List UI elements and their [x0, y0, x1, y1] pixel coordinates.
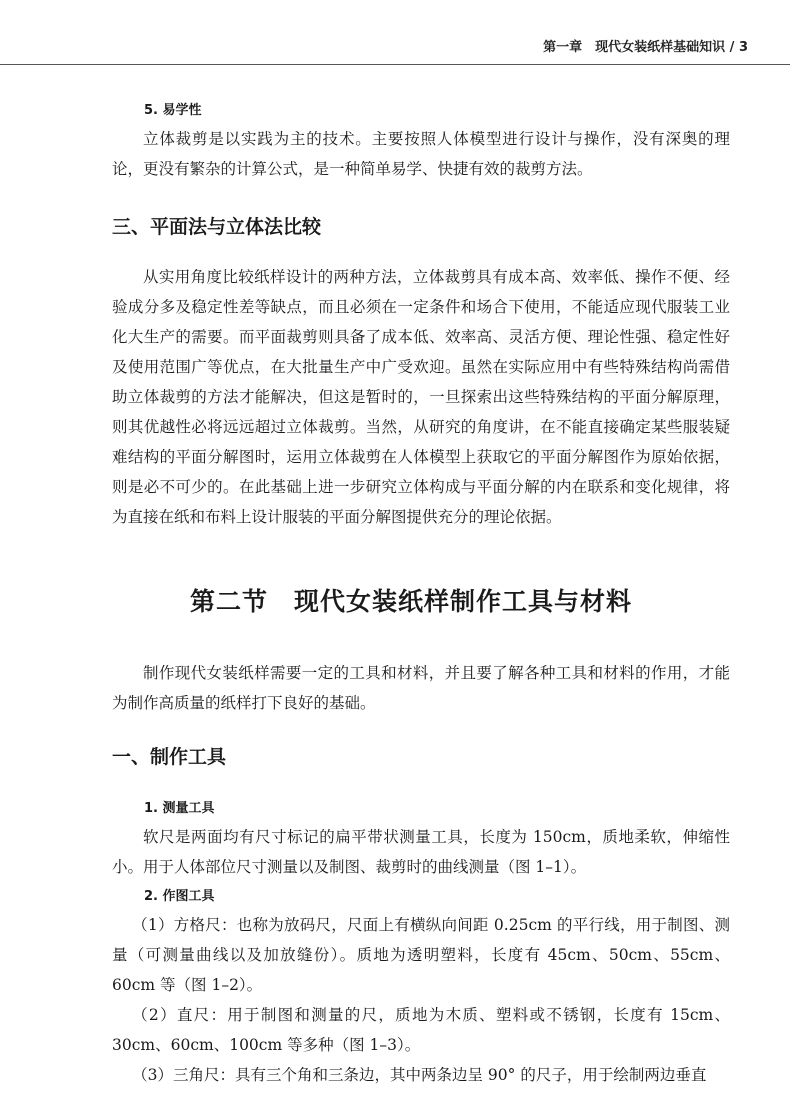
paragraph-measuring-tools: 软尺是两面均有尺寸标记的扁平带状测量工具，长度为 150cm，质地柔软，伸缩性小。用于人体部位尺寸测量以及制图、裁剪时的曲线测量（图 1–1）。 — [112, 828, 730, 876]
page-content — [112, 98, 730, 1090]
running-header: 第一章 现代女装纸样基础知识 / 3 — [543, 40, 748, 55]
subheading-measuring-tools: 1. 测量工具 — [144, 801, 215, 816]
subheading-drawing-tools: 2. 作图工具 — [144, 889, 215, 904]
heading-tools: 一、制作工具 — [112, 746, 227, 768]
section-title: 第二节 现代女装纸样制作工具与材料 — [189, 587, 632, 616]
paragraph-straight-ruler: （2）直尺：用于制图和测量的尺，质地为木质、塑料或不锈钢，长度有 15cm、30cm、60cm、100cm 等多种（图 1–3）。 — [112, 1006, 730, 1054]
paragraph-section-intro: 制作现代女装纸样需要一定的工具和材料，并且要了解各种工具和材料的作用，才能为制作高质量的纸样打下良好的基础。 — [112, 664, 730, 712]
paragraph-grid-ruler: （1）方格尺：也称为放码尺，尺面上有横纵向间距 0.25cm 的平行线，用于制图、测量（可测量曲线以及加放缝份）。质地为透明塑料，长度有 45cm、50cm、55cm、60cm 等（图 1–2）。 — [112, 916, 730, 994]
heading-comparison: 三、平面法与立体法比较 — [112, 216, 322, 238]
paragraph-ease-of-learning: 立体裁剪是以实践为主的技术。主要按照人体模型进行设计与操作，没有深奥的理论，更没有繁杂的计算公式，是一种简单易学、快捷有效的裁剪方法。 — [112, 130, 730, 178]
paragraph-comparison: 从实用角度比较纸样设计的两种方法，立体裁剪具有成本高、效率低、操作不便、经验成分多及稳定性差等缺点，而且必须在一定条件和场合下使用，不能适应现代服装工业化大生产的需要。而平面裁剪则具备了成本低、效率高、灵活方便、理论性强、稳定性好及使用范围广等优点，在大批量生产中广受欢迎。虽然在实际应用中有些特殊结构尚需借助立体裁剪的方法才能解决，但这是暂时的，一旦探索出这些特殊结构的平面分解原理，则其优越性必将远远超过立体裁剪。当然，从研究的角度讲，在不能直接确定某些服装疑难结构的平面分解图时，运用立体裁剪在人体模型上获取它的平面分解图作为原始依据，则是必不可少的。在此基础上进一步研究立体构成与平面分解的内在联系和变化规律，将为直接在纸和布料上设计服装的平面分解图提供充分的理论依据。 — [112, 268, 730, 526]
header-rule — [0, 64, 790, 65]
paragraph-triangle-ruler: （3）三角尺：具有三个角和三条边，其中两条边呈 90° 的尺子，用于绘制两边垂直 — [132, 1066, 707, 1084]
subheading-ease-of-learning: 5. 易学性 — [144, 103, 202, 118]
